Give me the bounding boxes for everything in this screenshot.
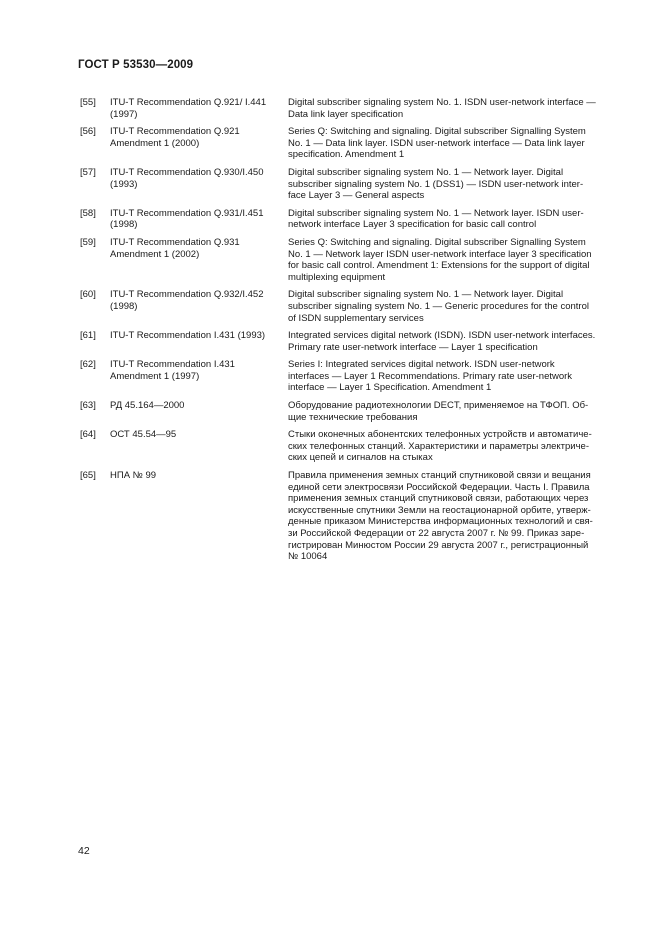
reference-description: Digital subscriber signaling system No. 1. ISDN user-network interface — Data link layer specification xyxy=(288,97,596,120)
reference-number: [62] xyxy=(80,359,96,371)
reference-source: ITU-T Recommendation Q.930/I.450 (1993) xyxy=(110,166,264,190)
reference-source: ITU-T Recommendation Q.921/ I.441 (1997) xyxy=(110,97,267,120)
reference-entry-59 xyxy=(80,237,611,283)
page-number: 42 xyxy=(78,845,90,857)
reference-number: [65] xyxy=(80,470,96,482)
reference-entry-61 xyxy=(80,330,611,353)
reference-number: [58] xyxy=(80,207,96,219)
reference-description: Series I: Integrated services digital network. ISDN user-network interfaces — Layer 1 Recommendations. Primary rate user-network interface — Layer 1 Specification. Amendment 1 xyxy=(288,359,573,394)
reference-description: Series Q: Switching and signaling. Digital subscriber Signalling System No. 1 — Network layer ISDN user-network interface layer 3 specification for basic call control. Amendment 1: Extensions for the support of digital multiplexing equipment xyxy=(288,236,592,283)
reference-number: [64] xyxy=(80,429,96,441)
reference-source: НПА № 99 xyxy=(110,470,157,482)
reference-entry-63 xyxy=(80,400,611,423)
reference-number: [59] xyxy=(80,236,96,248)
reference-entry-60 xyxy=(80,289,611,324)
reference-description: Стыки оконечных абонентских телефонных устройств и автоматиче- ских телефонных станций. Характеристики и параметры электриче- ских цепей и сигналов на стыках xyxy=(288,429,592,464)
reference-description: Правила применения земных станций спутниковой связи и вещания единой сети электросвязи Российской Федерации. Часть I. Правила применения земных станций спутниковой связи, работающих через искусственные спутники Земли на геостационарной орбите, утверж- денные приказом Министерства информационных технологий и свя- зи Российской Федерации от 22 августа 2007 г. № 99. Приказ заре- гистрирован Минюстом России 29 августа 2007 г., регистрационный № 10064 xyxy=(288,470,593,563)
reference-source: ОСТ 45.54—95 xyxy=(110,429,177,441)
reference-number: [56] xyxy=(80,126,96,138)
reference-description: Digital subscriber signaling system No. 1 — Network layer. Digital subscriber signaling system No. 1 — Generic procedures for the control of ISDN supplementary services xyxy=(288,289,589,324)
reference-entry-65 xyxy=(80,470,611,563)
reference-description: Integrated services digital network (ISDN). ISDN user-network interfaces. Primary rate user-network interface — Layer 1 specification xyxy=(288,330,596,353)
bibliography-list xyxy=(80,97,611,569)
reference-entry-64 xyxy=(80,429,611,464)
reference-entry-56 xyxy=(80,126,611,161)
document-header-title: ГОСТ Р 53530—2009 xyxy=(78,59,194,71)
reference-number: [55] xyxy=(80,97,96,108)
reference-source: ITU-T Recommendation Q.931 Amendment 1 (2002) xyxy=(110,236,240,260)
reference-source: ITU-T Recommendation Q.921 Amendment 1 (2000) xyxy=(110,126,240,149)
reference-number: [57] xyxy=(80,166,96,178)
reference-source: ITU-T Recommendation Q.932/I.452 (1998) xyxy=(110,289,264,312)
reference-source: ITU-T Recommendation I.431 (1993) xyxy=(110,330,266,342)
reference-entry-58 xyxy=(80,208,611,231)
reference-number: [63] xyxy=(80,400,96,412)
reference-description: Digital subscriber signaling system No. 1 — Network layer. Digital subscriber signaling system No. 1 (DSS1) — ISDN user-network inter- face Layer 3 — General aspects xyxy=(288,166,584,202)
reference-number: [60] xyxy=(80,289,96,301)
reference-entry-55 xyxy=(80,97,611,120)
reference-description: Digital subscriber signaling system No. 1 — Network layer. ISDN user- network interface Layer 3 specification for basic call control xyxy=(288,207,584,231)
reference-number: [61] xyxy=(80,330,96,342)
reference-source: РД 45.164—2000 xyxy=(110,400,185,412)
reference-source: ITU-T Recommendation I.431 Amendment 1 (1997) xyxy=(110,359,235,382)
reference-entry-57 xyxy=(80,167,611,202)
reference-source: ITU-T Recommendation Q.931/I.451 (1998) xyxy=(110,207,264,231)
reference-entry-62 xyxy=(80,359,611,394)
reference-description: Оборудование радиотехнологии DECT, применяемое на ТФОП. Об- щие технические требования xyxy=(288,400,589,423)
reference-description: Series Q: Switching and signaling. Digital subscriber Signalling System No. 1 — Data link layer. ISDN user-network interface — Data link layer specification. Amendment 1 xyxy=(288,126,586,161)
